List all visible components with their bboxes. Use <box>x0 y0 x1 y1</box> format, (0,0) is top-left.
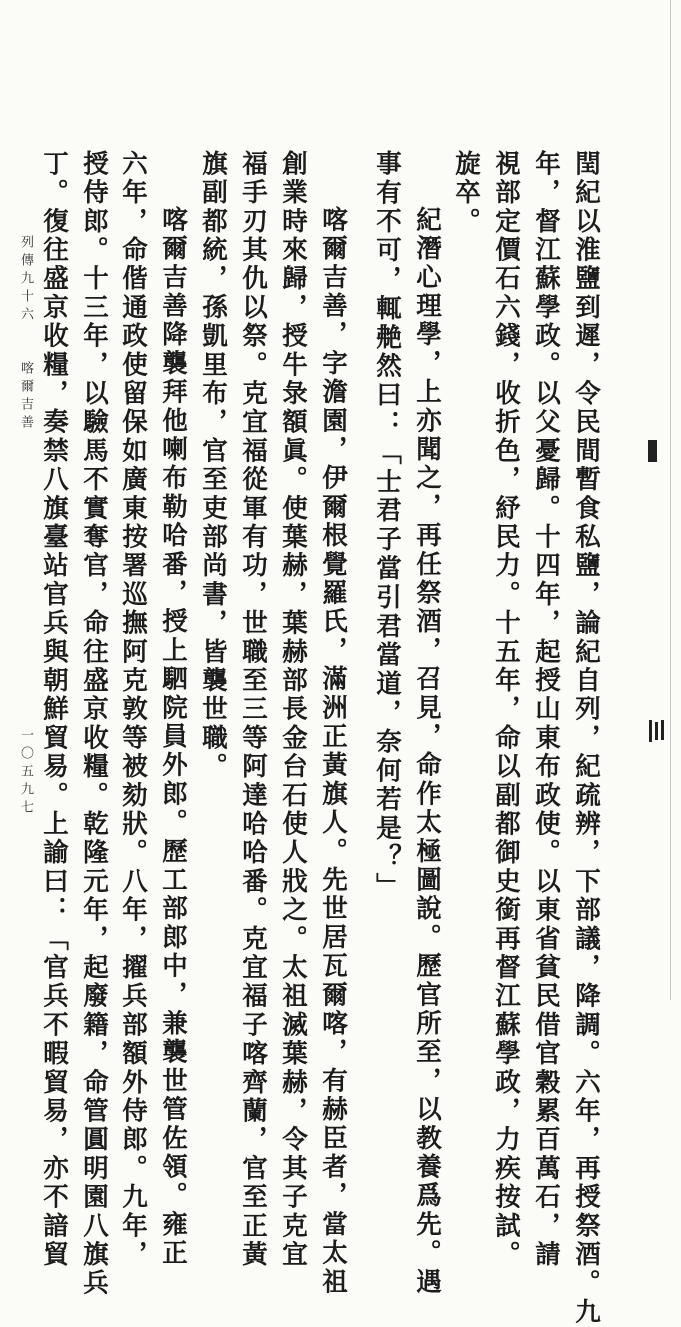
text-column-9: 福手刃其仇以祭。克宜福從軍有功，世職至三等阿達哈哈番。克宜福子喀齊蘭，官至正黃 <box>238 150 268 1270</box>
text-column-1: 閏紀以淮鹽到遲，令民間暫食私鹽，論紀自列，紀疏辨，下部議，降調。六年，再授祭酒。九 <box>571 150 601 1327</box>
text-column-13: 授侍郎。十三年，以驗馬不實奪官，命往盛京收糧。乾隆元年，起廢籍，命管圓明園八旗兵 <box>79 150 109 1298</box>
text-column-2: 年，督江蘇學政。以父憂歸。十四年，起授山東布政使。以東省貧民借官穀累百萬石，請 <box>531 150 561 1270</box>
text-column-4: 旋卒。 <box>451 150 481 237</box>
page-edge-line <box>670 0 671 1000</box>
margin-scan-mark <box>661 720 664 740</box>
text-column-6: 事有不可，輒艴然曰：「士君子當引君當道，奈何若是？」 <box>372 150 402 902</box>
text-column-14: 丁。復往盛京收糧，奏禁八旗臺站官兵與朝鮮貿易。上諭曰：「官兵不暇貿易，亦不諳貿 <box>39 150 69 1270</box>
text-column-10: 旗副都統，孫凱里布，官至吏部尚書，皆襲世職。 <box>198 150 228 782</box>
text-column-3: 視部定價石六錢，收折色，紓民力。十五年，命以副都御史銜再督江蘇學政，力疾按試。 <box>491 150 521 1270</box>
margin-scan-mark <box>648 440 657 462</box>
text-column-12: 六年，命偕通政使留保如廣東按署巡撫阿克敦等被劾狀。八年，擢兵部額外侍郎。九年， <box>118 150 148 1270</box>
margin-scan-mark <box>655 722 658 740</box>
running-head: 列傳九十六 喀爾吉善 <box>18 235 33 433</box>
text-column-5: 紀潛心理學，上亦聞之，再任祭酒，召見，命作太極圖說。歷官所至，以教養爲先。遇 <box>412 206 442 1297</box>
text-column-7: 喀爾吉善，字澹園，伊爾根覺羅氏，滿洲正黃旗人。先世居瓦爾喀，有赫臣者，當太祖 <box>318 206 348 1297</box>
text-column-8: 創業時來歸，授牛彔額眞。使葉赫，葉赫部長金台石使人戕之。太祖滅葉赫，令其子克宜 <box>278 150 308 1270</box>
margin-scan-mark <box>649 720 652 742</box>
text-column-11: 喀爾吉善降襲拜他喇布勒哈番，授上駟院員外郎。歷工部郎中，兼襲世管佐領。雍正 <box>158 206 188 1268</box>
page-number: 一〇五九七 <box>18 728 33 818</box>
